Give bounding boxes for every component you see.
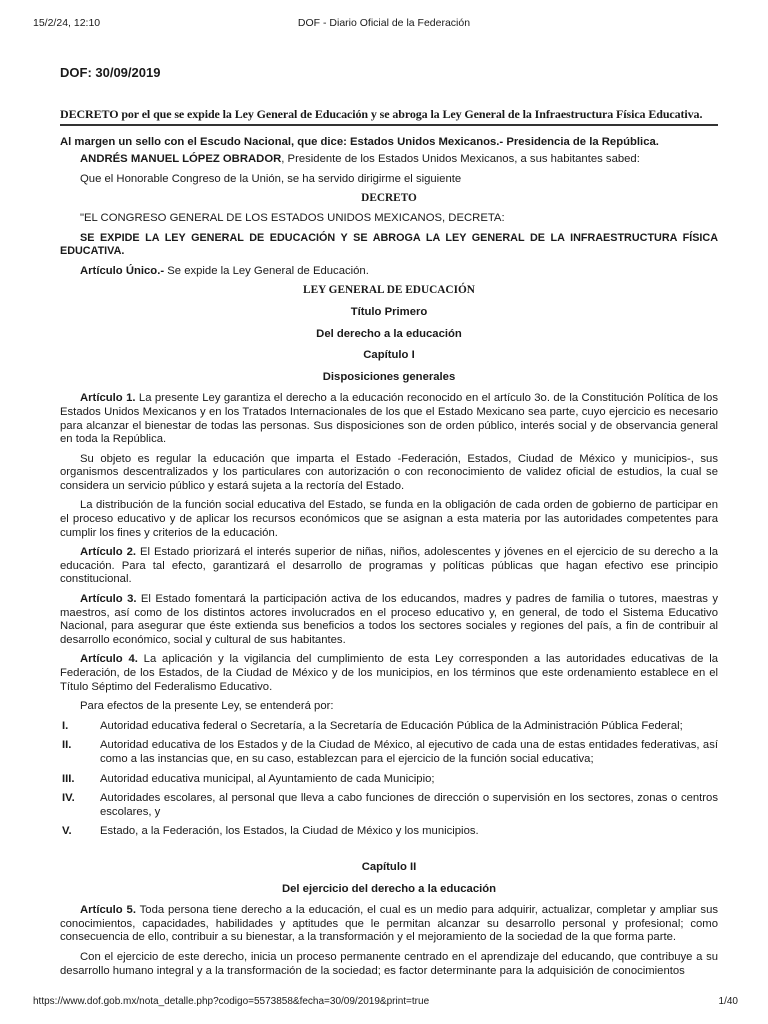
list-item-number: I. [62, 719, 69, 732]
article-2-label: Artículo 2. [80, 546, 137, 559]
capitulo-1: Capítulo I [363, 349, 415, 362]
article-4 [60, 653, 718, 694]
list-item-text: Autoridad educativa municipal, al Ayuntamiento de cada Municipio; [100, 772, 435, 785]
articulo-unico-label: Artículo Único.- [80, 264, 165, 277]
margin-note: Al margen un sello con el Escudo Nacional, que dice: Estados Unidos Mexicanos.- Presidencia de la República. [60, 135, 659, 148]
source-url-link[interactable]: https://www.dof.gob.mx/nota_detalle.php?codigo=5573858&fecha=30/09/2019&print=true [33, 996, 430, 1007]
list-item [60, 739, 718, 766]
decreto-heading: DECRETO [361, 192, 417, 205]
decree-title: DECRETO por el que se expide la Ley General de Educación y se abroga la Ley General de la Infraestructura Física Educativa. [60, 107, 718, 126]
list-item [60, 720, 718, 734]
print-datetime: 15/2/24, 12:10 [33, 17, 101, 29]
list-item-text: Autoridad educativa federal o Secretaría, a la Secretaría de Educación Pública de la Administración Pública Federal; [100, 719, 683, 732]
article-5-label: Artículo 5. [80, 904, 136, 917]
capitulo-2: Capítulo II [361, 860, 417, 873]
article-5-text: Toda persona tiene derecho a la educación, el cual es un medio para adquirir, actualizar, completar y ampliar sus conocimientos, capacidades, habilidades y aptitudes que le permitan alcanzar su desarrollo personal y profesional; como consecuencia de ello, contribuir a su bienestar, a la transformación y el mejoramiento de la sociedad de la que forma parte. [60, 904, 718, 944]
list-item [60, 825, 718, 839]
list-item-text: Estado, a la Federación, los Estados, la Ciudad de México y los municipios. [100, 825, 479, 838]
capitulo-2-subtitle: Del ejercicio del derecho a la educación [281, 882, 497, 895]
article-1-paragraph-3: La distribución de la función social educativa del Estado, se funda en la obligación de cada orden de gobierno de participar en el proceso educativo y de aplicar los recursos económicos que se asignan a esta materia por las autoridades competentes para cumplir los fines y criterios de la educación. [60, 499, 718, 539]
titulo-subtitle: Del derecho a la educación [316, 327, 462, 340]
congress-decreta: "EL CONGRESO GENERAL DE LOS ESTADOS UNIDOS MEXICANOS, DECRETA: [80, 211, 505, 224]
law-title: LEY GENERAL DE EDUCACIÓN [303, 284, 475, 297]
titulo-primero: Título Primero [350, 305, 428, 318]
article-1 [60, 392, 718, 446]
articulo-unico [60, 265, 718, 279]
print-page-title: DOF - Diario Oficial de la Federación [297, 17, 471, 29]
article-3-label: Artículo 3. [80, 593, 137, 606]
list-item-number: V. [62, 825, 72, 838]
list-item-number: III. [62, 772, 75, 785]
list-item-text: Autoridad educativa de los Estados y de la Ciudad de México, al ejecutivo de cada una de estas entidades federativas, así como a las instancias que, en su caso, establezcan para el ejercicio de la función social educativa; [100, 739, 718, 765]
page-number: 1/40 [718, 996, 738, 1007]
congress-paragraph: Que el Honorable Congreso de la Unión, se ha servido dirigirme el siguiente [80, 172, 462, 185]
list-item [60, 792, 718, 819]
expide-line: SE EXPIDE LA LEY GENERAL DE EDUCACIÓN Y SE ABROGA LA LEY GENERAL DE LA INFRAESTRUCTURA FÍSICA EDUCATIVA. [60, 231, 718, 258]
president-text: , Presidente de los Estados Unidos Mexicanos, a sus habitantes sabed: [281, 153, 640, 166]
capitulo-1-subtitle: Disposiciones generales [322, 370, 456, 383]
article-2-text: El Estado priorizará el interés superior de niñas, niños, adolescentes y jóvenes en el ejercicio de su derecho a la educación. Para tal efecto, garantizará el desarrollo de programas y políticas públicas que hagan efectivo ese principio constitucional. [60, 546, 718, 586]
article-1-label: Artículo 1. [80, 392, 136, 405]
list-item [60, 773, 718, 787]
article-3-text: El Estado fomentará la participación activa de los educandos, madres y padres de familia o tutores, maestras y maestros, así como de los distintos actores involucrados en el proceso educativo y, en general, de todo el Sistema Educativo Nacional, para asegurar que éste extienda sus beneficios a todos los sectores sociales y regiones del país, a fin de contribuir al desarrollo económico, social y cultural de sus habitantes. [60, 593, 718, 646]
article-4-intro: Para efectos de la presente Ley, se entenderá por: [80, 700, 334, 713]
list-item-number: IV. [62, 792, 75, 805]
definitions-list [60, 720, 718, 839]
article-2 [60, 546, 718, 587]
article-5-paragraph-2: Con el ejercicio de este derecho, inicia un proceso permanente centrado en el aprendizaje del educando, que contribuye a su desarrollo humano integral y a la transformación de la sociedad; es factor determinante para la adquisición de conocimientos [60, 950, 718, 977]
list-item-text: Autoridades escolares, al personal que lleva a cabo funciones de dirección o supervisión en los sectores, zonas o centros escolares, y [100, 792, 718, 818]
president-paragraph [60, 153, 718, 167]
president-name: ANDRÉS MANUEL LÓPEZ OBRADOR [80, 153, 282, 166]
article-4-label: Artículo 4. [80, 653, 138, 666]
dof-date: DOF: 30/09/2019 [60, 65, 161, 80]
list-item-number: II. [62, 739, 72, 752]
article-1-text: La presente Ley garantiza el derecho a la educación reconocido en el artículo 3o. de la Constitución Política de los Estados Unidos Mexicanos y en los Tratados Internacionales de los que el Estado Mexicano sea parte, cuyo ejercicio es necesario para alcanzar el bienestar de todas las personas. Sus disposiciones son de orden público, interés social y de observancia general en toda la República. [60, 392, 718, 446]
article-4-text: La aplicación y la vigilancia del cumplimiento de esta Ley corresponden a las autoridades educativas de la Federación, de los Estados, de la Ciudad de México y de los municipios, en los términos que este ordenamiento establece en el Título Séptimo del Federalismo Educativo. [60, 653, 718, 693]
articulo-unico-text: Se expide la Ley General de Educación. [164, 264, 369, 277]
document-body [60, 66, 718, 978]
article-3 [60, 593, 718, 647]
article-5 [60, 904, 718, 945]
article-1-paragraph-2: Su objeto es regular la educación que imparta el Estado -Federación, Estados, Ciudad de México y municipios-, sus organismos descentralizados y los particulares con autorización o con reconocimiento de validez oficial de estudios, la cual se considera un servicio público y estará sujeta a la rectoría del Estado. [60, 452, 718, 492]
